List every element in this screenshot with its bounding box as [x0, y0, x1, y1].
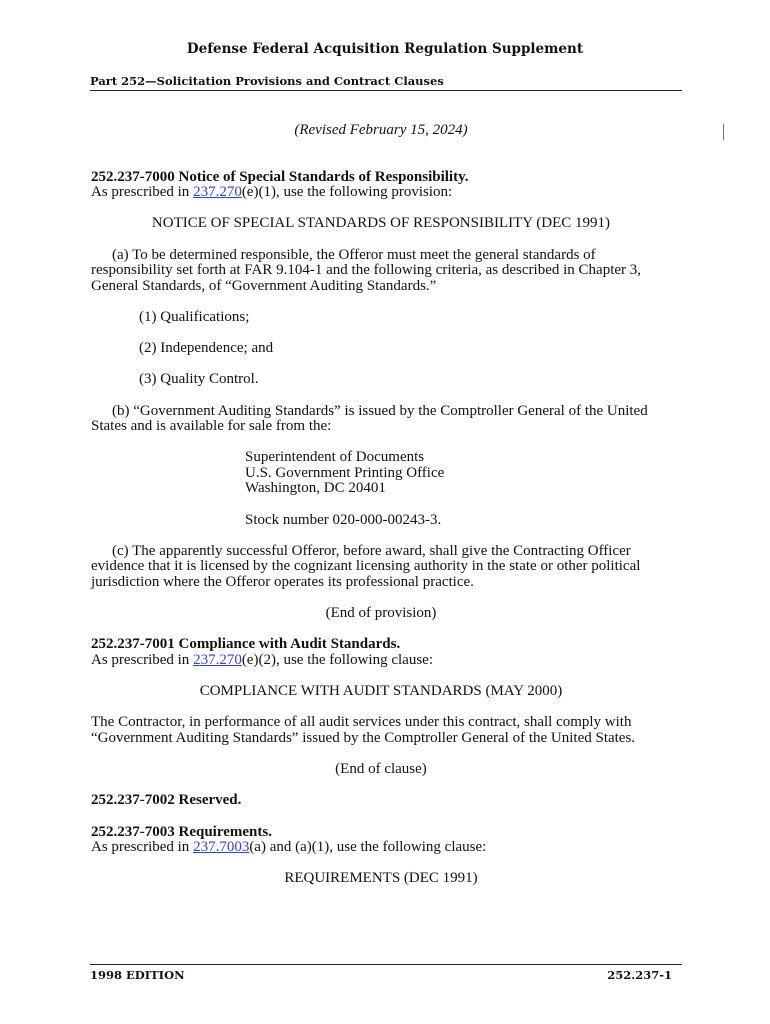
link-237-270[interactable]: 237.270: [193, 184, 242, 201]
clause-paragraph-7001: The Contractor, in performance of all audit services under this contract, shall comply with “Government Auditing Standards” issued by the Comptroller General of the United States.: [91, 714, 636, 746]
criteria-item-2: (2) Independence; and: [139, 340, 274, 357]
stock-number: Stock number 020-000-00243-3.: [245, 511, 442, 528]
link-237-7003[interactable]: 237.7003: [193, 839, 250, 856]
prescribed-text: As prescribed in: [91, 652, 194, 668]
address-line-3: Washington, DC 20401: [245, 480, 386, 497]
prescribed-text: (a) and (a)(1), use the following clause:: [249, 839, 487, 856]
prescribed-text: As prescribed in: [91, 184, 194, 201]
revision-date: (Revised February 15, 2024): [294, 122, 468, 138]
document-body: [91, 123, 671, 887]
section-title-7001: 252.237-7001 Compliance with Audit Standards.: [91, 636, 401, 653]
prescribed-line-7003: [91, 840, 671, 856]
footer-divider: [90, 964, 682, 965]
prescribed-text: As prescribed in: [91, 839, 194, 856]
header-divider: [90, 90, 682, 91]
address-line-2: U.S. Government Printing Office: [245, 464, 445, 481]
link-237-270[interactable]: 237.270: [193, 652, 242, 668]
section-title-7002: 252.237-7002 Reserved.: [91, 792, 242, 809]
section-title-7003: 252.237-7003 Requirements.: [91, 823, 272, 840]
running-header-title: Defense Federal Acquisition Regulation Supplement: [186, 41, 584, 57]
provision-heading-7000: NOTICE OF SPECIAL STANDARDS OF RESPONSIBILITY (DEC 1991): [151, 215, 611, 232]
end-of-clause: (End of clause): [335, 761, 427, 778]
paragraph-a: (a) To be determined responsible, the Offeror must meet the general standards of responsibility set forth at FAR 9.104-1 and the following criteria, as described in Chapter 3, General Standards, of “Government Auditing Standards.”: [91, 246, 642, 294]
prescribed-text: (e)(1), use the following provision:: [241, 184, 453, 201]
clause-heading-7001: COMPLIANCE WITH AUDIT STANDARDS (MAY 2000): [199, 683, 563, 700]
criteria-item-1: (1) Qualifications;: [139, 308, 250, 325]
prescribed-text: (e)(2), use the following clause:: [241, 652, 433, 668]
prescribed-line-7001: [91, 653, 671, 669]
clause-heading-7003: REQUIREMENTS (DEC 1991): [284, 870, 478, 887]
criteria-item-3: (3) Quality Control.: [139, 371, 259, 388]
paragraph-c: (c) The apparently successful Offeror, before award, shall give the Contracting Officer evidence that it is licensed by the cognizant licensing authority in the state or other political jurisdiction where the Offeror operates its professional practice.: [91, 542, 641, 591]
prescribed-line-7000: [91, 185, 671, 201]
page-number: 252.237-1: [607, 968, 672, 982]
section-title-7000: 252.237-7000 Notice of Special Standards of Responsibility.: [91, 168, 469, 185]
paragraph-b: (b) “Government Auditing Standards” is issued by the Comptroller General of the United States and is available for sale from the:: [91, 402, 648, 435]
change-bar: [723, 124, 724, 140]
running-header-part: Part 252—Solicitation Provisions and Contract Clauses: [90, 74, 444, 88]
address-line-1: Superintendent of Documents: [245, 449, 425, 466]
edition-label: 1998 EDITION: [90, 968, 185, 982]
end-of-provision: (End of provision): [325, 605, 437, 622]
